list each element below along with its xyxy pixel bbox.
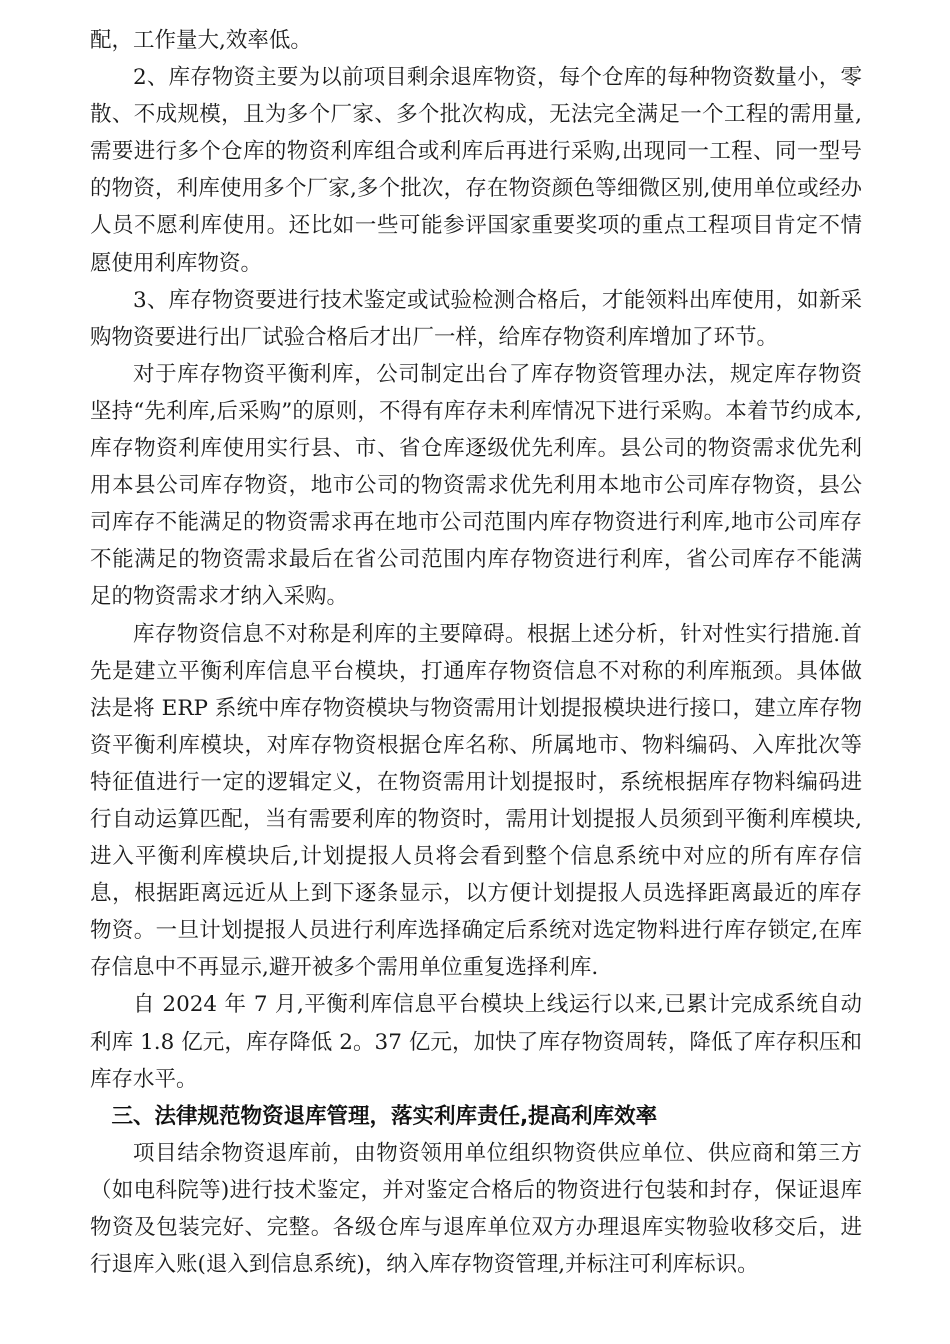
paragraph-info-platform: 库存物资信息不对称是利库的主要障碍。根据上述分析，针对性实行措施.首先是建立平衡利库信息平台模块，打通库存物资信息不对称的利库瓶颈。具体做法是将 ERP 系统中库存物资模块与物资需用计划提报模块进行接口，建立库存物资平衡利库模块，对库存物资根据仓库名称、所属地市、物料编码、入库批次等特征值进行一定的逻辑定义，在物资需用计划提报时，系统根据库存物料编码进行自动运算匹配，当有需要利库的物资时，需用计划提报人员须到平衡利库模块,进入平衡利库模块后,计划提报人员将会看到整个信息系统中对应的所有库存信息，根据距离远近从上到下逐条显示，以方便计划提报人员选择距离最近的库存物资。一旦计划提报人员进行利库选择确定后系统对选定物料进行库存锁定,在库存信息中不再显示,避开被多个需用单位重复选择利库.: [90, 621, 862, 981]
paragraph-balance-policy: 对于库存物资平衡利库，公司制定出台了库存物资管理办法，规定库存物资坚持“先利库,后采购”的原则，不得有库存未利库情况下进行采购。本着节约成本,库存物资利库使用实行县、市、省仓库逐级优先利库。县公司的物资需求优先利用本县公司库存物资，地市公司的物资需求优先利用本地市公司库存物资，县公司库存不能满足的物资需求再在地市公司范围内库存物资进行利库,地市公司库存不能满足的物资需求最后在省公司范围内库存物资进行利库，省公司库存不能满足的物资需求才纳入采购。: [90, 361, 862, 610]
paragraph-item-2: 2、库存物资主要为以前项目剩余退库物资，每个仓库的每种物资数量小，零散、不成规模，且为多个厂家、多个批次构成，无法完全满足一个工程的需用量,需要进行多个仓库的物资利库组合或利库后再进行采购,出现同一工程、同一型号的物资，利库使用多个厂家,多个批次，存在物资颜色等细微区别,使用单位或经办人员不愿利库使用。还比如一些可能参评国家重要奖项的重点工程项目肯定不情愿使用利库物资。: [90, 65, 862, 276]
paragraph-return-management: 项目结余物资退库前，由物资领用单位组织物资供应单位、供应商和第三方（如电科院等)进行技术鉴定，并对鉴定合格后的物资进行包装和封存，保证退库物资及包装完好、完整。各级仓库与退库单位双方办理退库实物验收移交后，进行退库入账(退入到信息系统)，纳入库存物资管理,并标注可利库标识。: [90, 1140, 862, 1278]
paragraph-results: 自 2024 年 7 月,平衡利库信息平台模块上线运行以来,已累计完成系统自动利库 1.8 亿元，库存降低 2。37 亿元，加快了库存物资周转，降低了库存积压和库存水平。: [90, 992, 862, 1092]
paragraph-continuation: 配，工作量大,效率低。: [90, 28, 312, 53]
section-heading: 三、法律规范物资退库管理，落实利库责任,提高利库效率: [111, 1103, 658, 1129]
paragraph-item-3: 3、库存物资要进行技术鉴定或试验检测合格后，才能领料出库使用，如新采购物资要进行出厂试验合格后才出厂一样，给库存物资利库增加了环节。: [90, 287, 862, 350]
document-body: [90, 22, 862, 1283]
